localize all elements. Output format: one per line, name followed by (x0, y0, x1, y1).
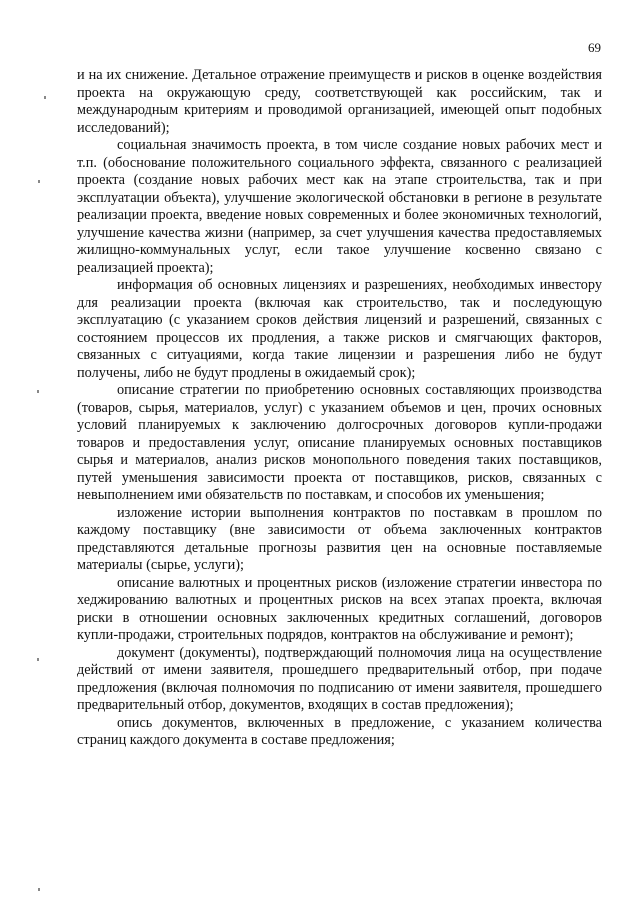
paragraph-licenses: информация об основных лицензиях и разрешениях, необходимых инвестору для реализации проекта (включая как строительство, так и последующую эксплуатацию (с указанием сроков действия лицензий и разрешений, связанных с состоянием процессов их продления, а также рисков и смягчающих факторов, связанных с ситуациями, когда такие лицензии и разрешения либо не будут получены, либо не будут продлены в ожидаемый срок); (77, 277, 602, 381)
paragraph-contract-history: изложение истории выполнения контрактов по поставкам в прошлом по каждому поставщику (вне зависимости от объема заключенных контрактов представляются детальные прогнозы развития цен на основные поставляемые материалы (сырье, услуги); (77, 504, 602, 573)
scan-mark (44, 96, 46, 99)
paragraph-authority-document: документ (документы), подтверждающий полномочия лица на осуществление действий от имени заявителя, прошедшего предварительный отбор, при подаче предложения (включая полномочия по подписанию от имени заявителя, прошедшего предварительный отбор, документов, входящих в состав предложения); (77, 644, 602, 713)
paragraph-document-inventory: опись документов, включенных в предложение, с указанием количества страниц каждого документа в составе предложения; (77, 714, 602, 748)
page-number: 69 (588, 40, 601, 55)
paragraph-social-significance: социальная значимость проекта, в том числе создание новых рабочих мест и т.п. (обоснование положительного социального эффекта, связанного с реализацией проекта (создание новых рабочих мест как на этапе строительства, так и при эксплуатации объекта), улучшение экологической обстановки в регионе в результате реализации проекта, введение новых современных и более экономичных технологий, улучшение качества жизни (например, за счет улучшения качества предоставляемых жилищно-коммунальных услуг, если такое улучшение косвенно связано с реализацией проекта); (77, 137, 602, 276)
scan-mark (37, 390, 39, 393)
paragraph-continuation: и на их снижение. Детальное отражение преимуществ и рисков в оценке воздействия проекта на окружающую среду, соответствующей как российским, так и международным критериям и проводимой организацией, имеющей опыт подобных исследований); (77, 67, 602, 136)
paragraph-currency-risks: описание валютных и процентных рисков (изложение стратегии инвестора по хеджированию валютных и процентных рисков на всех этапах проекта, включая риски в отношении основных заключенных кредитных соглашений, договоров купли-продажи, строительных подрядов, контрактов на обслуживание и ремонт); (77, 574, 602, 643)
document-body (77, 67, 602, 750)
scan-mark (38, 888, 40, 891)
scan-mark (37, 658, 39, 661)
paragraph-procurement-strategy: описание стратегии по приобретению основных составляющих производства (товаров, сырья, материалов, услуг) с указанием объемов и цен, прочих основных условий планируемых к заключению долгосрочных договоров купли-продажи товаров и предоставления услуг, описание планируемых основных поставщиков сырья и материалов, анализ рисков монопольного поведения таких поставщиков, путей уменьшения зависимости проекта от поставщиков, рисков, связанных с невыполнением ими обязательств по поставкам, и способов их уменьшения; (77, 382, 602, 503)
scan-mark (38, 180, 40, 183)
